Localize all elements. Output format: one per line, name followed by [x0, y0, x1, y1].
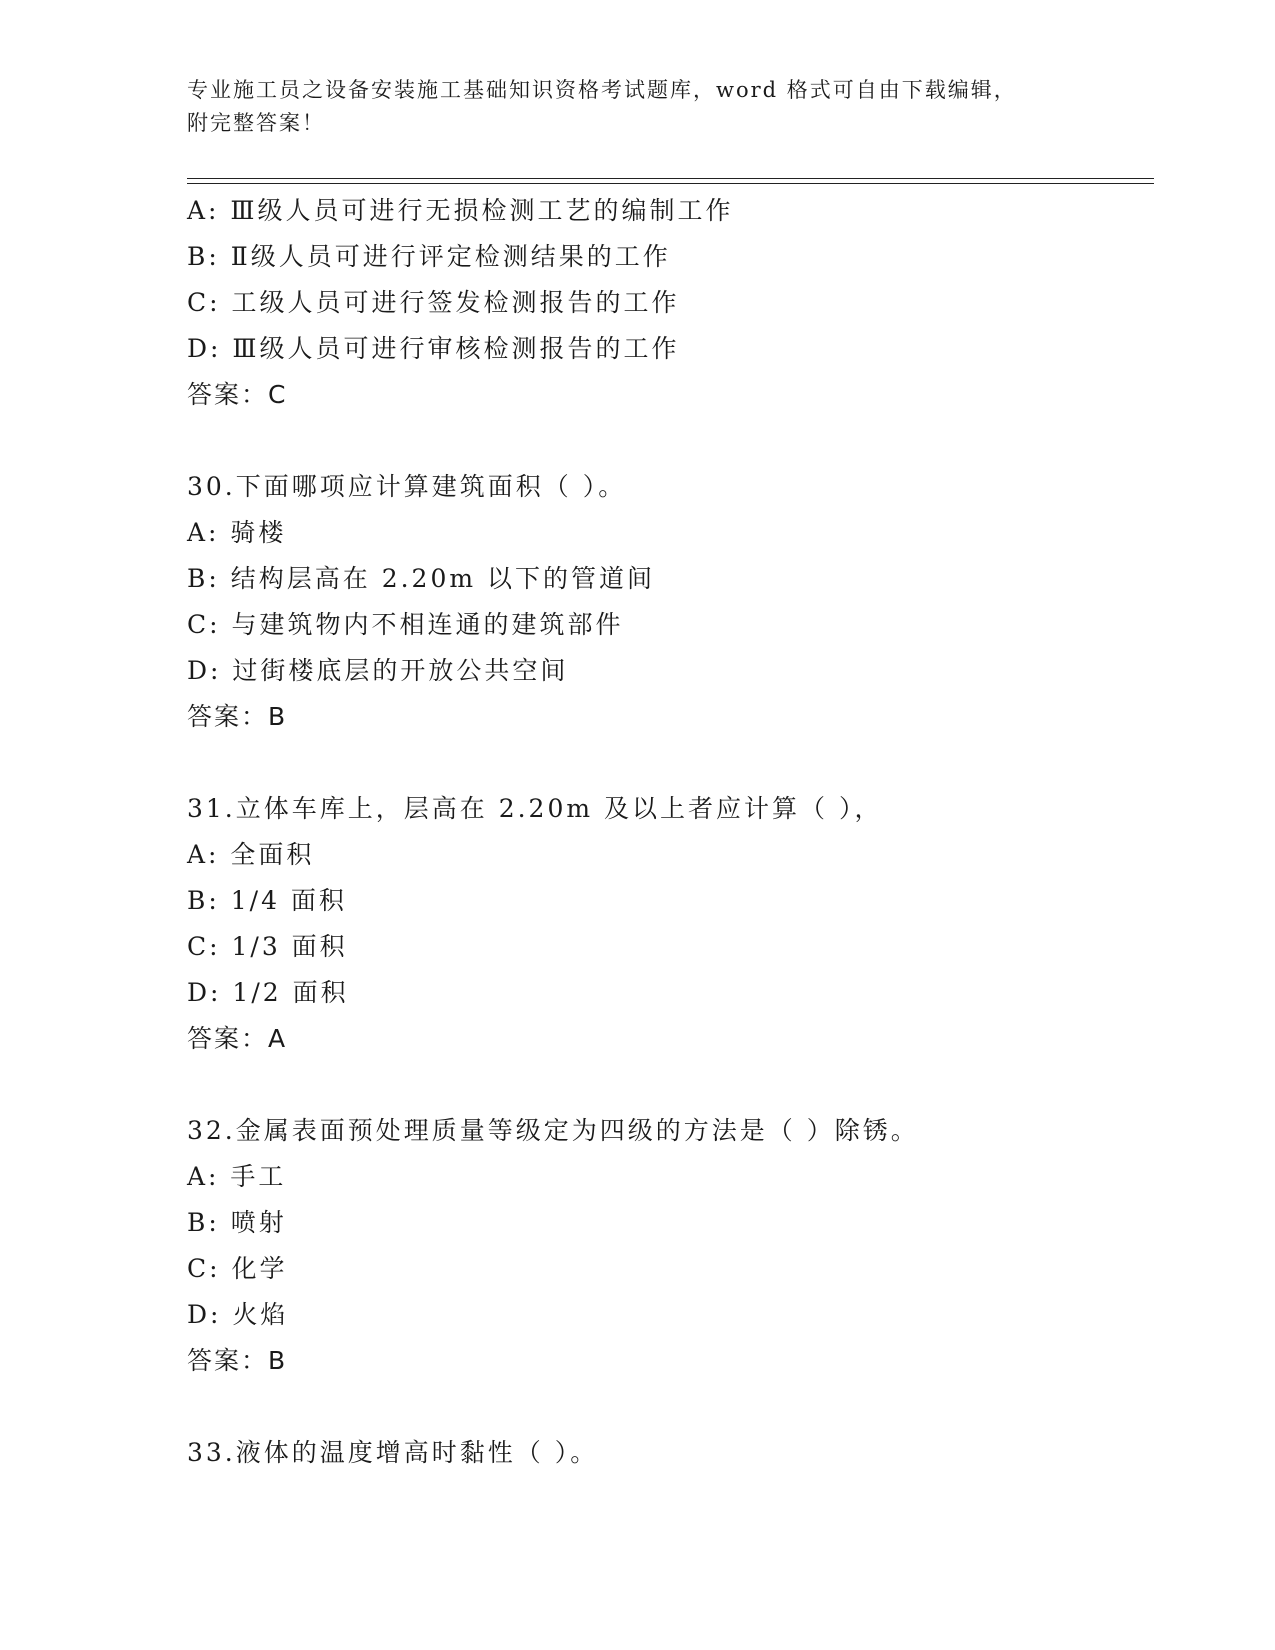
- answer-label: 答案：C: [187, 380, 288, 409]
- header-divider-bottom: [187, 183, 1154, 184]
- option-a: A: 手工: [187, 1162, 287, 1191]
- question-block-33: [187, 1430, 1147, 1476]
- header-divider-top: [187, 178, 1154, 179]
- question-title: 31.立体车库上，层高在 2.20m 及以上者应计算（ ），: [187, 794, 883, 823]
- answer-label: 答案：B: [187, 1346, 288, 1375]
- option-d: D: 1/2 面积: [187, 978, 349, 1007]
- option-a: A: 全面积: [187, 840, 315, 869]
- option-a: A: 骑楼: [187, 518, 287, 547]
- question-block-prev: [187, 188, 1147, 418]
- option-a: A: Ⅲ级人员可进行无损检测工艺的编制工作: [187, 196, 734, 225]
- option-c: C: 与建筑物内不相连通的建筑部件: [187, 610, 624, 639]
- header-line-2: 附完整答案！: [187, 111, 325, 135]
- option-c: C: 工级人员可进行签发检测报告的工作: [187, 288, 680, 317]
- question-block-30: [187, 464, 1147, 740]
- spacer: [187, 1062, 1147, 1108]
- spacer: [187, 1384, 1147, 1430]
- option-b: B: Ⅱ级人员可进行评定检测结果的工作: [187, 242, 671, 271]
- option-b: B: 1/4 面积: [187, 886, 347, 915]
- question-block-31: [187, 786, 1147, 1062]
- document-header: [187, 74, 1087, 140]
- question-block-32: [187, 1108, 1147, 1384]
- option-d: D: Ⅲ级人员可进行审核检测报告的工作: [187, 334, 680, 363]
- answer-label: 答案：A: [187, 1024, 288, 1053]
- spacer: [187, 418, 1147, 464]
- question-title: 30.下面哪项应计算建筑面积（ ）。: [187, 472, 627, 501]
- question-title: 33.液体的温度增高时黏性（ ）。: [187, 1438, 599, 1467]
- option-d: D: 火焰: [187, 1300, 289, 1329]
- option-c: C: 1/3 面积: [187, 932, 348, 961]
- option-b: B: 喷射: [187, 1208, 287, 1237]
- question-list: [187, 188, 1147, 1476]
- spacer: [187, 740, 1147, 786]
- header-line-1: 专业施工员之设备安装施工基础知识资格考试题库，word 格式可自由下载编辑，: [187, 78, 1017, 102]
- answer-label: 答案：B: [187, 702, 288, 731]
- question-title: 32.金属表面预处理质量等级定为四级的方法是（ ）除锈。: [187, 1116, 919, 1145]
- option-c: C: 化学: [187, 1254, 288, 1283]
- option-b: B: 结构层高在 2.20m 以下的管道间: [187, 564, 656, 593]
- option-d: D: 过街楼底层的开放公共空间: [187, 656, 569, 685]
